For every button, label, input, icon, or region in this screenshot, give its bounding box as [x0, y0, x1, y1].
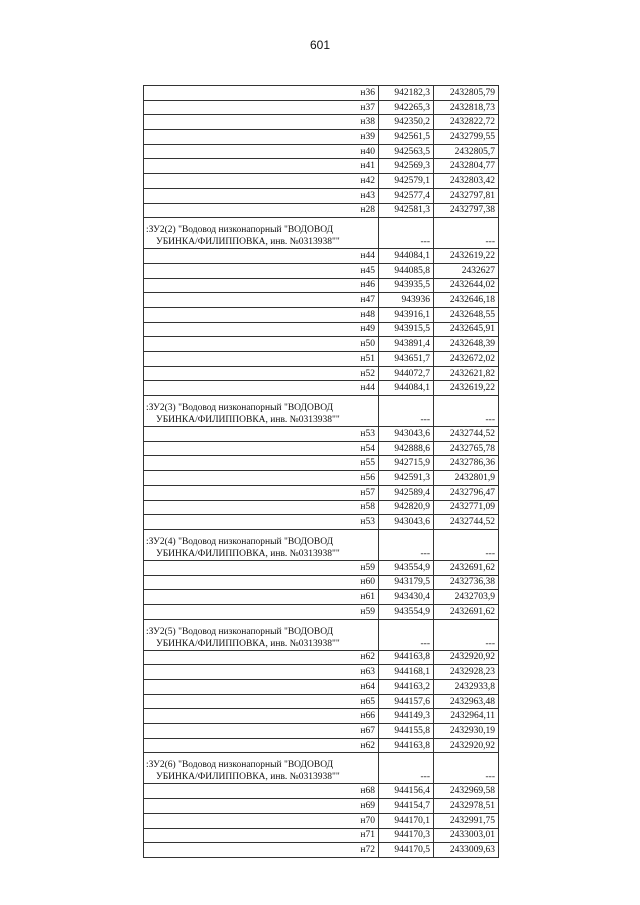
y-coordinate-cell: 2432672,02	[434, 352, 499, 367]
table-row	[144, 144, 499, 159]
y-coordinate-cell: 2432799,55	[434, 130, 499, 145]
page-number: 601	[309, 38, 331, 52]
point-id-cell: н45	[144, 263, 379, 278]
point-id-cell: н53	[144, 515, 379, 530]
point-id-cell: н64	[144, 680, 379, 695]
x-coordinate-cell: 942577,4	[379, 188, 434, 203]
point-id-cell: н69	[144, 799, 379, 814]
table-row	[144, 337, 499, 352]
table-row	[144, 575, 499, 590]
table-row	[144, 650, 499, 665]
y-coordinate-cell: 2432796,47	[434, 485, 499, 500]
y-coordinate-cell: 2432804,77	[434, 159, 499, 174]
y-coordinate-cell: 2432803,42	[434, 174, 499, 189]
x-coordinate-cell: 943915,5	[379, 322, 434, 337]
x-coordinate-cell: 943043,6	[379, 515, 434, 530]
x-coordinate-cell: 944163,8	[379, 738, 434, 753]
point-id-cell: н37	[144, 100, 379, 115]
section-title: :ЗУ2(4) "Водовод низконапорный "ВОДОВОД УБИНКА/ФИЛИППОВКА, инв. №0313938""	[144, 529, 379, 560]
table-row	[144, 471, 499, 486]
x-coordinate-cell: 944163,2	[379, 680, 434, 695]
x-coordinate-cell: 944085,8	[379, 263, 434, 278]
table-row	[144, 456, 499, 471]
x-coordinate-cell: 943554,9	[379, 560, 434, 575]
y-coordinate-cell: 2432801,9	[434, 471, 499, 486]
table-row	[144, 515, 499, 530]
table-row	[144, 604, 499, 619]
table-row	[144, 724, 499, 739]
point-id-cell: н70	[144, 813, 379, 828]
point-id-cell: н62	[144, 650, 379, 665]
y-coordinate-cell: 2432822,72	[434, 115, 499, 130]
point-id-cell: н28	[144, 203, 379, 218]
y-coordinate-cell: 2432645,91	[434, 322, 499, 337]
table-row	[144, 100, 499, 115]
y-coordinate-cell: 2432930,19	[434, 724, 499, 739]
x-coordinate-cell: 943891,4	[379, 337, 434, 352]
x-coordinate-cell: 944149,3	[379, 709, 434, 724]
y-coordinate-cell: 2432933,8	[434, 680, 499, 695]
point-id-cell: н56	[144, 471, 379, 486]
y-coordinate-cell: 2432920,92	[434, 650, 499, 665]
point-id-cell: н63	[144, 665, 379, 680]
x-coordinate-cell: 942591,3	[379, 471, 434, 486]
table-row	[144, 381, 499, 396]
x-coordinate-cell: 944170,1	[379, 813, 434, 828]
table-row	[144, 813, 499, 828]
point-id-cell: н43	[144, 188, 379, 203]
y-coordinate-cell: 2432969,58	[434, 784, 499, 799]
point-id-cell: н57	[144, 485, 379, 500]
y-coordinate-cell: 2432619,22	[434, 249, 499, 264]
y-coordinate-cell: 2432991,75	[434, 813, 499, 828]
y-coordinate-cell: 2432963,48	[434, 694, 499, 709]
x-coordinate-cell: 943916,1	[379, 307, 434, 322]
table-row	[144, 843, 499, 858]
y-coordinate-cell: 2432691,62	[434, 604, 499, 619]
section-x-placeholder: ---	[379, 753, 434, 784]
section-header-row	[144, 753, 499, 784]
y-coordinate-cell: 2432765,78	[434, 441, 499, 456]
y-coordinate-cell: 2432627	[434, 263, 499, 278]
x-coordinate-cell: 943554,9	[379, 604, 434, 619]
x-coordinate-cell: 944084,1	[379, 381, 434, 396]
y-coordinate-cell: 2432691,62	[434, 560, 499, 575]
point-id-cell: н47	[144, 293, 379, 308]
y-coordinate-cell: 2432648,39	[434, 337, 499, 352]
y-coordinate-cell: 2432797,81	[434, 188, 499, 203]
x-coordinate-cell: 944170,5	[379, 843, 434, 858]
y-coordinate-cell: 2432964,11	[434, 709, 499, 724]
point-id-cell: н61	[144, 590, 379, 605]
y-coordinate-cell: 2433009,63	[434, 843, 499, 858]
x-coordinate-cell: 942350,2	[379, 115, 434, 130]
point-id-cell: н40	[144, 144, 379, 159]
point-id-cell: н68	[144, 784, 379, 799]
table-row	[144, 352, 499, 367]
point-id-cell: н48	[144, 307, 379, 322]
section-title: :ЗУ2(6) "Водовод низконапорный "ВОДОВОД УБИНКА/ФИЛИППОВКА, инв. №0313938""	[144, 753, 379, 784]
point-id-cell: н65	[144, 694, 379, 709]
point-id-cell: н59	[144, 604, 379, 619]
y-coordinate-cell: 2432744,52	[434, 515, 499, 530]
section-title: :ЗУ2(5) "Водовод низконапорный "ВОДОВОД УБИНКА/ФИЛИППОВКА, инв. №0313938""	[144, 619, 379, 650]
x-coordinate-cell: 942579,1	[379, 174, 434, 189]
table-row	[144, 366, 499, 381]
y-coordinate-cell: 2433003,01	[434, 828, 499, 843]
table-row	[144, 307, 499, 322]
point-id-cell: н51	[144, 352, 379, 367]
x-coordinate-cell: 944072,7	[379, 366, 434, 381]
point-id-cell: н72	[144, 843, 379, 858]
table-row	[144, 485, 499, 500]
table-row	[144, 130, 499, 145]
point-id-cell: н71	[144, 828, 379, 843]
section-y-placeholder: ---	[434, 218, 499, 249]
y-coordinate-cell: 2432818,73	[434, 100, 499, 115]
section-x-placeholder: ---	[379, 396, 434, 427]
x-coordinate-cell: 942820,9	[379, 500, 434, 515]
x-coordinate-cell: 942581,3	[379, 203, 434, 218]
x-coordinate-cell: 944157,6	[379, 694, 434, 709]
y-coordinate-cell: 2432805,7	[434, 144, 499, 159]
x-coordinate-cell: 944156,4	[379, 784, 434, 799]
table-row	[144, 249, 499, 264]
y-coordinate-cell: 2432786,36	[434, 456, 499, 471]
x-coordinate-cell: 943936	[379, 293, 434, 308]
x-coordinate-cell: 942182,3	[379, 86, 434, 101]
table-row	[144, 441, 499, 456]
table-row	[144, 174, 499, 189]
section-y-placeholder: ---	[434, 753, 499, 784]
coordinates-table	[143, 85, 499, 858]
x-coordinate-cell: 942589,4	[379, 485, 434, 500]
x-coordinate-cell: 942561,5	[379, 130, 434, 145]
y-coordinate-cell: 2432703,9	[434, 590, 499, 605]
point-id-cell: н46	[144, 278, 379, 293]
x-coordinate-cell: 943935,5	[379, 278, 434, 293]
table-row	[144, 560, 499, 575]
point-id-cell: н44	[144, 381, 379, 396]
table-row	[144, 203, 499, 218]
point-id-cell: н36	[144, 86, 379, 101]
section-header-row	[144, 619, 499, 650]
table-row	[144, 738, 499, 753]
table-row	[144, 828, 499, 843]
y-coordinate-cell: 2432920,92	[434, 738, 499, 753]
section-y-placeholder: ---	[434, 529, 499, 560]
point-id-cell: н53	[144, 427, 379, 442]
section-y-placeholder: ---	[434, 619, 499, 650]
point-id-cell: н44	[144, 249, 379, 264]
point-id-cell: н59	[144, 560, 379, 575]
y-coordinate-cell: 2432805,79	[434, 86, 499, 101]
table-row	[144, 115, 499, 130]
point-id-cell: н49	[144, 322, 379, 337]
section-header-row	[144, 396, 499, 427]
x-coordinate-cell: 942888,6	[379, 441, 434, 456]
y-coordinate-cell: 2432771,09	[434, 500, 499, 515]
point-id-cell: н60	[144, 575, 379, 590]
section-header-row	[144, 529, 499, 560]
x-coordinate-cell: 942715,9	[379, 456, 434, 471]
table-row	[144, 188, 499, 203]
table-row	[144, 694, 499, 709]
x-coordinate-cell: 943179,5	[379, 575, 434, 590]
table-row	[144, 799, 499, 814]
section-y-placeholder: ---	[434, 396, 499, 427]
section-title: :ЗУ2(2) "Водовод низконапорный "ВОДОВОД УБИНКА/ФИЛИППОВКА, инв. №0313938""	[144, 218, 379, 249]
section-header-row	[144, 218, 499, 249]
section-x-placeholder: ---	[379, 218, 434, 249]
x-coordinate-cell: 943651,7	[379, 352, 434, 367]
table-row	[144, 86, 499, 101]
table-row	[144, 784, 499, 799]
x-coordinate-cell: 942563,5	[379, 144, 434, 159]
y-coordinate-cell: 2432644,02	[434, 278, 499, 293]
table-row	[144, 680, 499, 695]
y-coordinate-cell: 2432646,18	[434, 293, 499, 308]
table-row	[144, 263, 499, 278]
table-row	[144, 500, 499, 515]
point-id-cell: н41	[144, 159, 379, 174]
y-coordinate-cell: 2432619,22	[434, 381, 499, 396]
section-x-placeholder: ---	[379, 529, 434, 560]
y-coordinate-cell: 2432648,55	[434, 307, 499, 322]
point-id-cell: н38	[144, 115, 379, 130]
table-row	[144, 278, 499, 293]
point-id-cell: н55	[144, 456, 379, 471]
point-id-cell: н52	[144, 366, 379, 381]
x-coordinate-cell: 944155,8	[379, 724, 434, 739]
point-id-cell: н42	[144, 174, 379, 189]
x-coordinate-cell: 944170,3	[379, 828, 434, 843]
x-coordinate-cell: 944154,7	[379, 799, 434, 814]
y-coordinate-cell: 2432797,38	[434, 203, 499, 218]
table-row	[144, 293, 499, 308]
table-row	[144, 590, 499, 605]
y-coordinate-cell: 2432744,52	[434, 427, 499, 442]
y-coordinate-cell: 2432978,51	[434, 799, 499, 814]
y-coordinate-cell: 2432736,38	[434, 575, 499, 590]
table-row	[144, 665, 499, 680]
x-coordinate-cell: 943043,6	[379, 427, 434, 442]
table-row	[144, 427, 499, 442]
table-row	[144, 159, 499, 174]
y-coordinate-cell: 2432928,23	[434, 665, 499, 680]
point-id-cell: н66	[144, 709, 379, 724]
coordinates-table-body	[144, 86, 499, 858]
x-coordinate-cell: 943430,4	[379, 590, 434, 605]
section-x-placeholder: ---	[379, 619, 434, 650]
section-title: :ЗУ2(3) "Водовод низконапорный "ВОДОВОД УБИНКА/ФИЛИППОВКА, инв. №0313938""	[144, 396, 379, 427]
x-coordinate-cell: 942569,3	[379, 159, 434, 174]
point-id-cell: н39	[144, 130, 379, 145]
x-coordinate-cell: 944084,1	[379, 249, 434, 264]
x-coordinate-cell: 944168,1	[379, 665, 434, 680]
point-id-cell: н50	[144, 337, 379, 352]
point-id-cell: н67	[144, 724, 379, 739]
x-coordinate-cell: 944163,8	[379, 650, 434, 665]
point-id-cell: н58	[144, 500, 379, 515]
table-row	[144, 322, 499, 337]
x-coordinate-cell: 942265,3	[379, 100, 434, 115]
table-row	[144, 709, 499, 724]
point-id-cell: н62	[144, 738, 379, 753]
y-coordinate-cell: 2432621,82	[434, 366, 499, 381]
point-id-cell: н54	[144, 441, 379, 456]
